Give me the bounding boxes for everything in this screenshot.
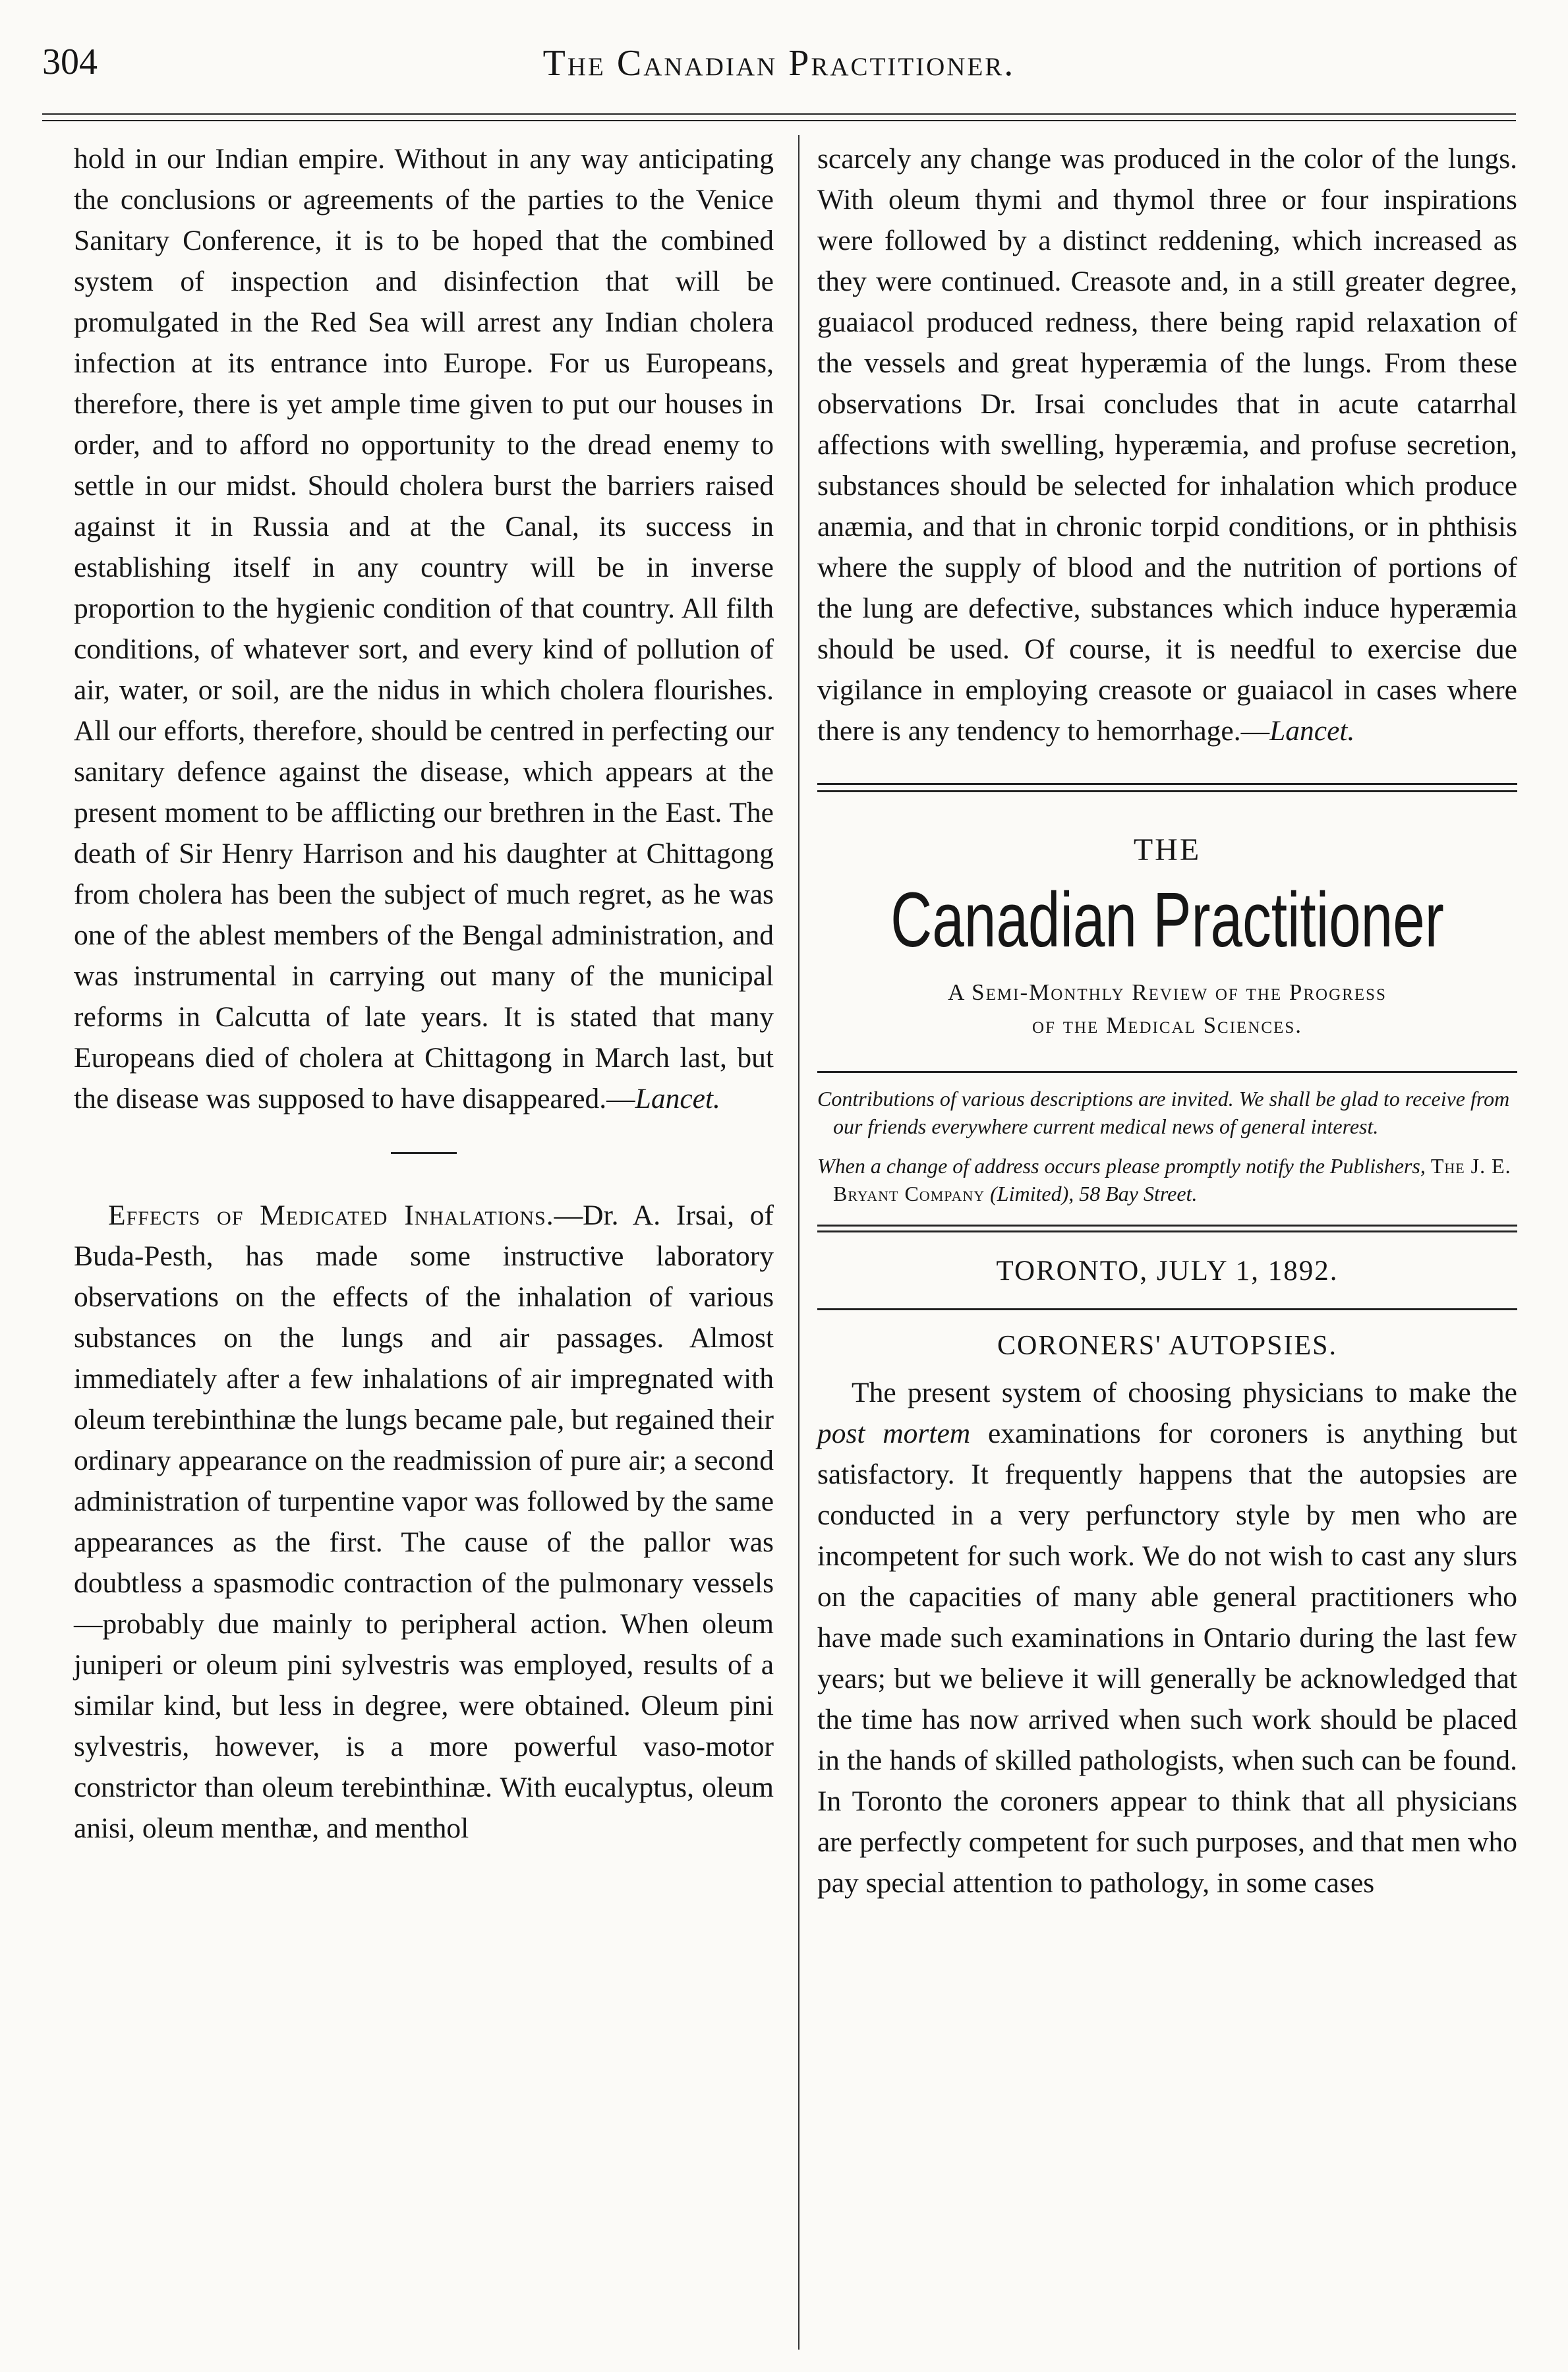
left-column xyxy=(74,138,774,1849)
article-heading: CORONERS' AUTOPSIES. xyxy=(997,1331,1337,1361)
masthead-title: Canadian Practitioner xyxy=(890,877,1444,964)
address-notice xyxy=(817,1152,1517,1207)
right-column xyxy=(817,138,1517,1903)
editorial-notice xyxy=(817,1071,1517,1232)
address-notice-c: (Limited), 58 Bay Street. xyxy=(985,1182,1198,1205)
running-header xyxy=(42,26,1516,99)
cholera-text: hold in our Indian empire. Without in any way anticipating the conclusions or agreements of the parties to the Venice Sanitary Conference, it is to be hoped that the combined system of inspection and disinfection that will be promulgated in the Red Sea will arrest any Indian cholera infection at its entrance into Europe. For us Europeans, therefore, there is yet ample time given to put our houses in order, and to afford no opportunity to the dread enemy to settle in our midst. Should cholera burst the barriers raised against it in Russia and at the Canal, its success in establishing itself in any country will be in inverse proportion to the hygienic condition of that country. All filth conditions, of whatever sort, and every kind of pollution of air, water, or soil, are the nidus in which cholera flourishes. All our efforts, therefore, should be centred in perfecting our sanitary defence against the disease, which appears at the present moment to be afflicting our brethren in the East. The death of Sir Henry Harrison and his daughter at Chittagong from cholera has been the subject of much regret, as he was one of the ablest members of the Bengal administration, and was instrumental in carrying out many of the municipal reforms in Calcutta of late years. It is stated that many Europeans died of cholera at Chittagong in March last, but the disease was supposed to have disappeared.— xyxy=(74,143,774,1114)
notice-rule xyxy=(817,1219,1517,1227)
dateline-rule xyxy=(817,1308,1517,1310)
running-title: The Canadian Practitioner. xyxy=(542,43,1016,84)
column-divider xyxy=(798,135,799,2350)
inhalations-title: Effects of Medicated Inhalations. xyxy=(108,1200,554,1231)
contributions-notice: Contributions of various descriptions are invited. We shall be glad to receive from our friends everywhere current medical news of general interest. xyxy=(817,1087,1510,1138)
address-notice-a: When a change of address occurs please promptly notify the Publishers, xyxy=(817,1154,1431,1178)
post-mortem-italic: post mortem xyxy=(817,1418,971,1449)
inhalations-continued xyxy=(817,138,1517,751)
masthead-subtitle-1: A Semi-Monthly Review of the Progress xyxy=(948,979,1387,1005)
cholera-source: Lancet. xyxy=(635,1083,720,1114)
cholera-paragraph xyxy=(74,138,774,1119)
coroners-text-b: examinations for coroners is anything but satisfactory. It frequently happens that the autopsies are conducted in a very perfunctory style by men who are incompetent for such work. We do not wish to cast any slurs on the capacities of many able general practitioners who have made such examinations in Ontario during the last few years; but we believe it will generally be acknowledged that the time has now arrived when such work should be placed in the hands of skilled pathologists, when such can be found. In Toronto the coroners appear to think that all physicians are perfectly competent for such purposes, and that men who pay special attention to pathology, in some cases xyxy=(817,1418,1517,1899)
coroners-paragraph xyxy=(817,1372,1517,1903)
masthead-the: THE xyxy=(1133,832,1202,867)
header-double-rule xyxy=(42,113,1516,121)
inhalations-text: —Dr. A. Irsai, of Buda-Pesth, has made some instructive laboratory observations on the effects of the inhalation of various substances on the lungs and air passages. Almost immediately after a few inhalations of air impregnated with oleum terebinthinæ the lungs became pale, but regained their ordinary appearance on the readmission of pure air; a second administration of turpentine vapor was followed by the same appearances as the first. The cause of the pallor was doubtless a spasmodic contraction of the pulmonary vessels —probably due mainly to peripheral action. When oleum juniperi or oleum pini sylvestris was employed, results of a similar kind, but less in degree, were obtained. Oleum pini sylvestris, however, is a more powerful vaso-motor constrictor than oleum terebinthinæ. With eucalyptus, oleum anisi, oleum menthæ, and menthol xyxy=(74,1200,774,1844)
inhalations-paragraph xyxy=(74,1195,774,1849)
inhalations-continued-text: scarcely any change was produced in the color of the lungs. With oleum thymi and thymol three or four inspirations were followed by a distinct reddening, which increased as they were continued. Creasote and, in a still greater degree, guaiacol produced redness, there being rapid relaxation of the vessels and great hyperæmia of the lungs. From these observations Dr. Irsai concludes that in acute catarrhal affections with swelling, hyperæmia, and profuse secretion, substances should be selected for inhalation which produce anæmia, and that in chronic torpid conditions, or in phthisis where the supply of blood and the nutrition of portions of the lung are defective, substances which induce hyperæmia should be used. Of course, it is needful to exercise due vigilance in employing creasote or guaiacol in cases where there is any tendency to hemorrhage.— xyxy=(817,143,1517,747)
notice-rule-2 xyxy=(817,1230,1517,1232)
section-separator xyxy=(391,1152,457,1154)
masthead-subtitle-2: of the Medical Sciences. xyxy=(1032,1012,1302,1038)
masthead xyxy=(817,783,1517,1042)
publisher-name: The J. E. Bryant Company xyxy=(833,1154,1511,1205)
page-number: 304 xyxy=(42,42,98,82)
inhalations-source: Lancet. xyxy=(1269,715,1355,747)
coroners-text-a: The present system of choosing physicians to make the xyxy=(852,1377,1517,1408)
dateline: TORONTO, JULY 1, 1892. xyxy=(996,1256,1339,1287)
